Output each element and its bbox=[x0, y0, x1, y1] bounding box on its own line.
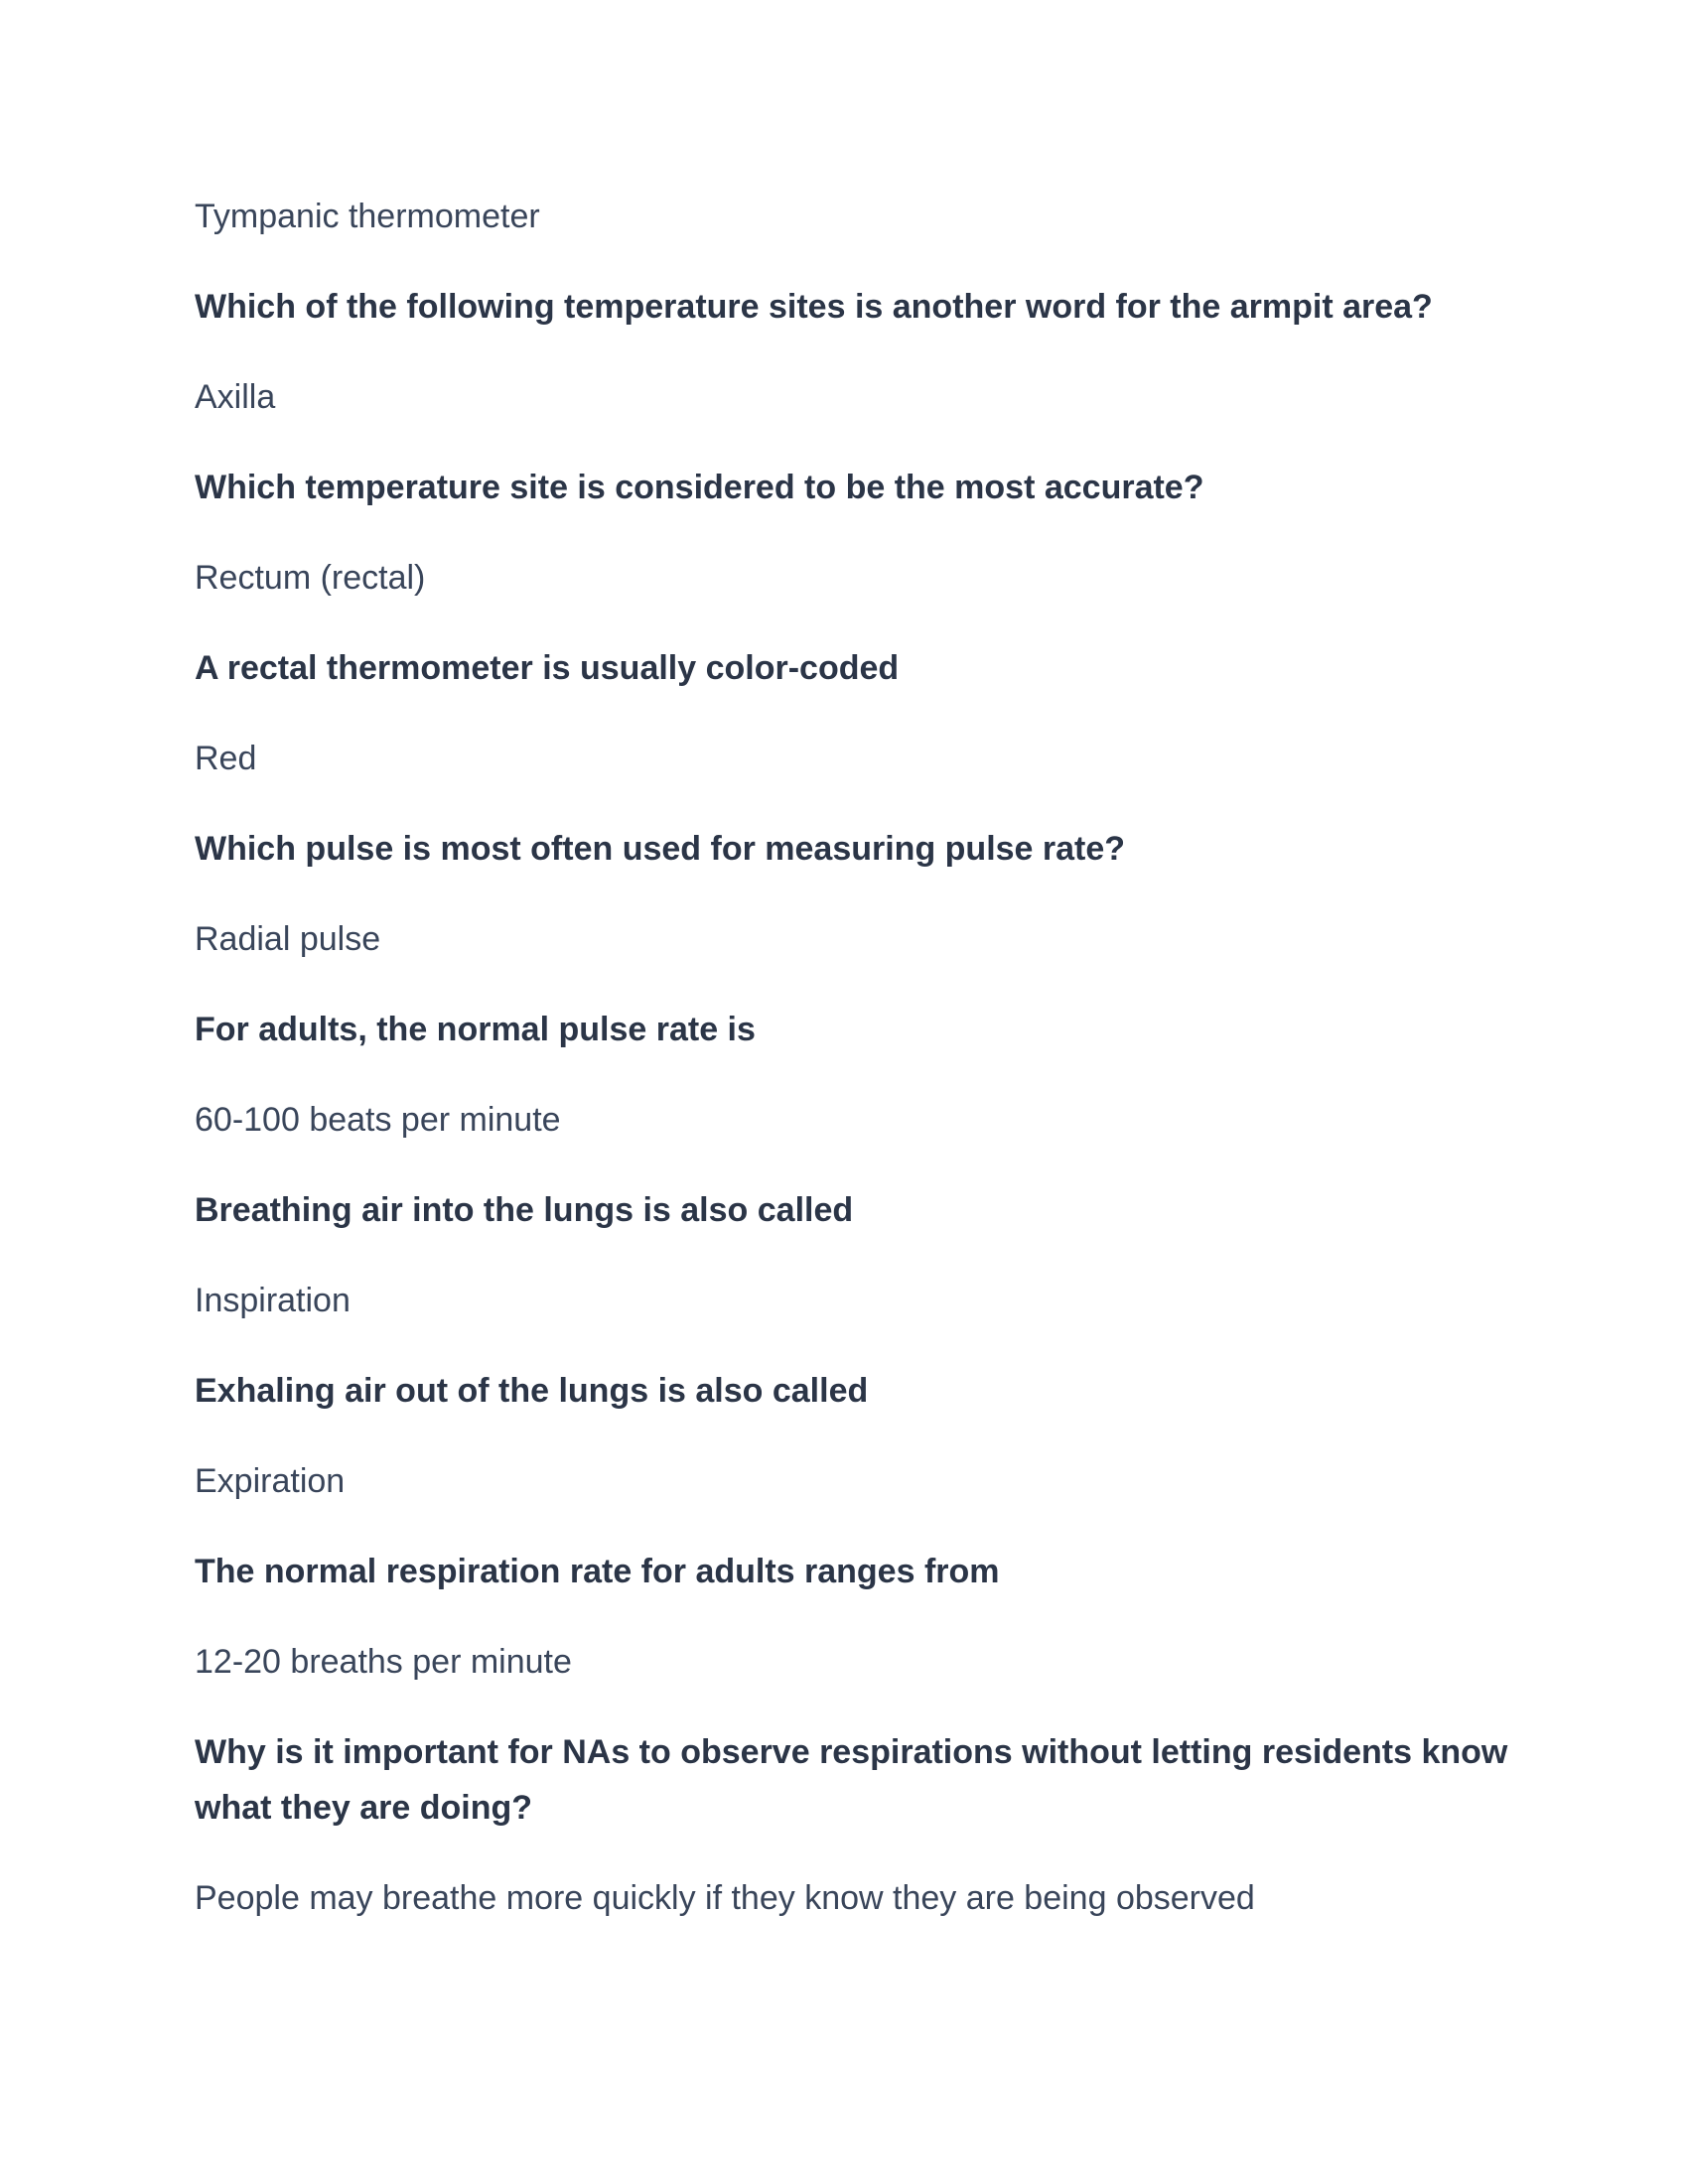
question-text: Which of the following temperature sites is another word for the armpit area? bbox=[195, 288, 1433, 326]
question-text: The normal respiration rate for adults ranges from bbox=[195, 1553, 1000, 1590]
answer-text: Red bbox=[195, 740, 257, 777]
document-content bbox=[195, 189, 1549, 1961]
answer-text: Tympanic thermometer bbox=[195, 198, 540, 235]
question-text: Which pulse is most often used for measuring pulse rate? bbox=[195, 830, 1126, 868]
question-text: For adults, the normal pulse rate is bbox=[195, 1011, 756, 1048]
answer-text: Axilla bbox=[195, 378, 276, 416]
answer-text: 12-20 breaths per minute bbox=[195, 1643, 572, 1681]
question-text: Which temperature site is considered to be the most accurate? bbox=[195, 469, 1204, 506]
answer-text: People may breathe more quickly if they know they are being observed bbox=[195, 1879, 1255, 1917]
question-text: Breathing air into the lungs is also called bbox=[195, 1191, 854, 1229]
question-text: A rectal thermometer is usually color-coded bbox=[195, 649, 900, 687]
answer-text: Inspiration bbox=[195, 1282, 351, 1319]
answer-text: Rectum (rectal) bbox=[195, 559, 426, 597]
question-text: Why is it important for NAs to observe respirations without letting residents know what they are doing? bbox=[195, 1733, 1508, 1827]
answer-text: Radial pulse bbox=[195, 920, 381, 958]
answer-text: 60-100 beats per minute bbox=[195, 1101, 561, 1139]
answer-text: Expiration bbox=[195, 1462, 346, 1500]
question-text: Exhaling air out of the lungs is also called bbox=[195, 1372, 869, 1410]
